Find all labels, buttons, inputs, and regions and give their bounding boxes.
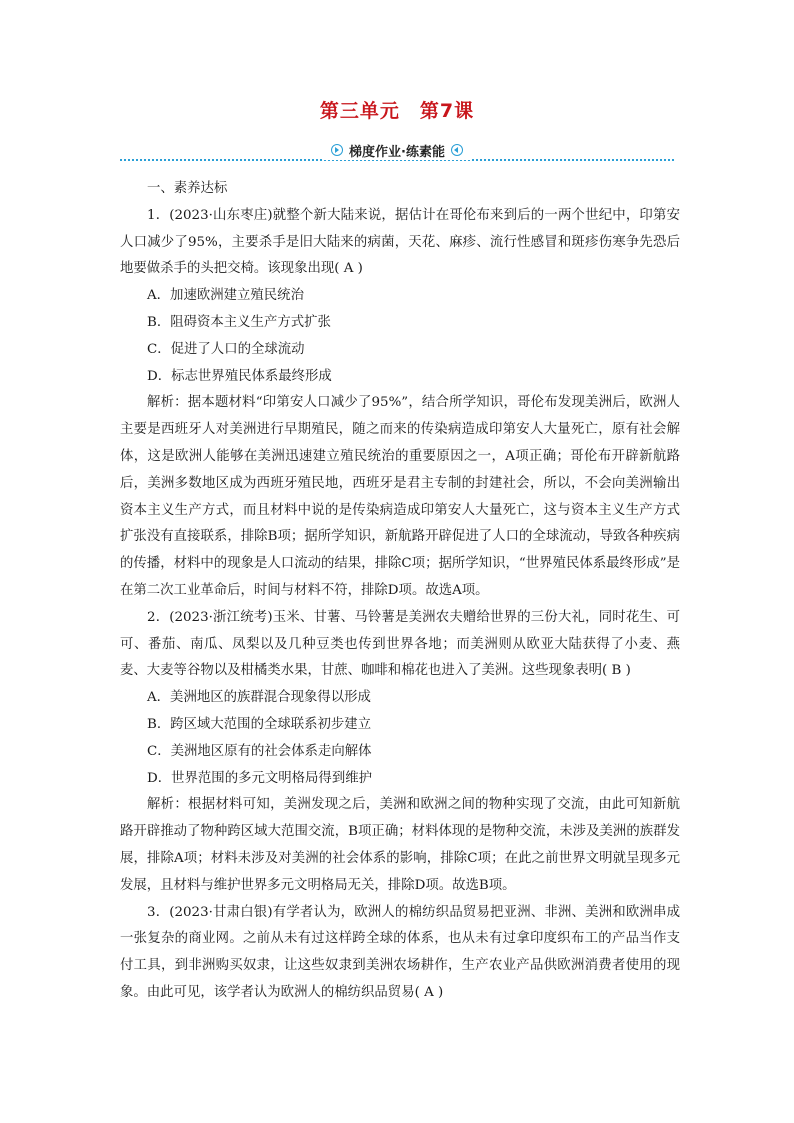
section-banner bbox=[120, 140, 674, 164]
analysis: 解析：根据材料可知，美洲发现之后，美洲和欧洲之间的物种实现了交流，由此可知新航路开辟推动了物种跨区域大范围交流，B项正确；材料体现的是物种交流，未涉及美洲的族群发展，排除A项；材料未涉及对美洲的社会体系的影响，排除C项；在此之前世界文明就呈现多元发展，且材料与维护世界多元文明格局无关，排除D项。故选B项。 bbox=[120, 797, 680, 893]
page-title: 第三单元 第7课 bbox=[319, 100, 475, 122]
option-d: D．世界范围的多元文明格局得到维护 bbox=[147, 770, 372, 786]
banner-label: 梯度作业·练素能 bbox=[349, 144, 445, 160]
banner-pill bbox=[323, 140, 471, 160]
option-b: B．跨区域大范围的全球联系初步建立 bbox=[147, 716, 372, 732]
document-body bbox=[120, 176, 680, 1007]
question-stem: 3．(2023·甘肃白银)有学者认为，欧洲人的棉纺织品贸易把亚洲、非洲、美洲和欧洲串成一张复杂的商业网。之前从未有过这样跨全球的体系，也从未有过拿印度织布工的产品当作支付工具，到非洲购买奴隶，让这些奴隶到美洲农场耕作，生产农业产品供欧洲消费者使用的现象。由此可见，该学者认为欧洲人的棉纺织品贸易( A ) bbox=[120, 904, 680, 1000]
arrow-left-icon bbox=[451, 144, 463, 156]
analysis: 解析：据本题材料“印第安人口减少了95%”，结合所学知识，哥伦布发现美洲后，欧洲人主要是西班牙人对美洲进行早期殖民，随之而来的传染病造成印第安人大量死亡，原有社会解体，这是欧洲人能够在美洲迅速建立殖民统治的重要原因之一，A项正确；哥伦布开辟新航路后，美洲多数地区成为西班牙殖民地，西班牙是君主专制的封建社会，所以，不会向美洲输出资本主义生产方式，而且材料中说的是传染病造成印第安人大量死亡，这与资本主义生产方式扩张没有直接联系，排除B项；据所学知识，新航路开辟促进了人口的全球流动，导致各种疾病的传播，材料中的现象是人口流动的结果，排除C项；据所学知识，“世界殖民体系最终形成”是在第二次工业革命后，时间与材料不符，排除D项。故选A项。 bbox=[120, 395, 680, 598]
arrow-right-icon bbox=[331, 144, 343, 156]
option-b: B．阻碍资本主义生产方式扩张 bbox=[147, 314, 331, 330]
option-d: D．标志世界殖民体系最终形成 bbox=[147, 368, 332, 384]
section-heading: 一、素养达标 bbox=[147, 181, 228, 196]
option-a: A．美洲地区的族群混合现象得以形成 bbox=[147, 690, 371, 706]
question-stem: 1．(2023·山东枣庄)就整个新大陆来说，据估计在哥伦布来到后的一两个世纪中，印第安人口减少了95%，主要杀手是旧大陆来的病菌，天花、麻疹、流行性感冒和斑疹伤寒争先恐后地要做杀手的头把交椅。该现象出现( A ) bbox=[120, 207, 680, 277]
option-c: C．促进了人口的全球流动 bbox=[147, 341, 305, 357]
option-c: C．美洲地区原有的社会体系走向解体 bbox=[147, 743, 372, 759]
question-stem: 2．(2023·浙江统考)玉米、甘薯、马铃薯是美洲农夫赠给世界的三份大礼，同时花生、可可、番茄、南瓜、凤梨以及几种豆类也传到世界各地；而美洲则从欧亚大陆获得了小麦、燕麦、大麦等谷物以及柑橘类水果，甘蔗、咖啡和棉花也进入了美洲。这些现象表明( B ) bbox=[120, 609, 680, 679]
option-a: A．加速欧洲建立殖民统治 bbox=[147, 288, 304, 304]
